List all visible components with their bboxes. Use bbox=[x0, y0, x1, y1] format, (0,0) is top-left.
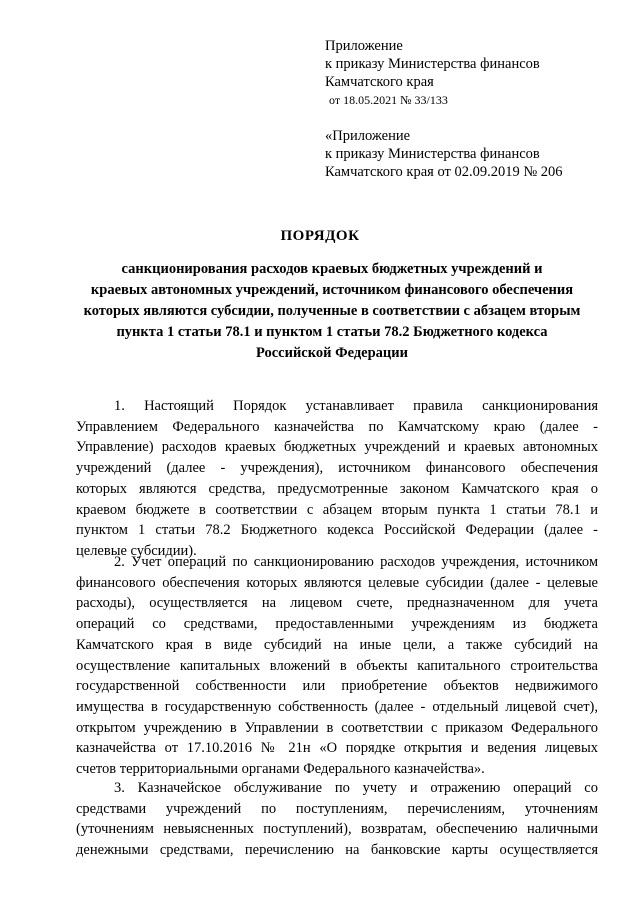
paragraph-line: счетов территориальными органами Федерального казначейства». bbox=[76, 761, 485, 778]
paragraph-line: 2. Учет операций по санкционированию расходов учреждения, источником bbox=[114, 554, 598, 570]
paragraph-line: операций со средствами, предоставленными учреждениям из бюджета bbox=[76, 616, 598, 633]
paragraph-2 bbox=[76, 552, 598, 780]
appendix-line: к приказу Министерства финансов bbox=[325, 56, 540, 72]
paragraph-1 bbox=[76, 396, 598, 562]
paragraph-line: Управлением Федерального казначейства по Камчатскому краю (далее - bbox=[76, 418, 598, 435]
appendix-line: «Приложение bbox=[325, 128, 411, 144]
subtitle-line: краевых автономных учреждений, источником финансового обеспечения bbox=[90, 282, 574, 298]
paragraph-3 bbox=[76, 778, 598, 861]
paragraph-line: осуществление капитальных вложений в объекты капитального строительства bbox=[76, 657, 598, 674]
subtitle-line: санкционирования расходов краевых бюджетных учреждений и bbox=[121, 261, 543, 277]
appendix-header-previous bbox=[325, 127, 563, 181]
paragraph-line: казначейства от 17.10.2016 № 21н «О порядке открытия и ведения лицевых bbox=[76, 740, 598, 757]
paragraph-line: 1. Настоящий Порядок устанавливает правила санкционирования bbox=[114, 398, 598, 414]
appendix-line: Камчатского края bbox=[325, 74, 434, 90]
paragraph-line: средствами учреждений по поступлениям, перечислениям, уточнениям bbox=[76, 800, 598, 817]
document-subtitle bbox=[62, 259, 602, 364]
paragraph-line: пунктом 1 статьи 78.2 Бюджетного кодекса Российской Федерации (далее - bbox=[76, 522, 598, 539]
subtitle-line: Российской Федерации bbox=[255, 345, 408, 361]
paragraph-line: которых являются средства, предусмотренные законом Камчатского края о bbox=[76, 480, 598, 497]
paragraph-line: денежными средствами, перечислению на банковские карты осуществляется bbox=[76, 842, 598, 859]
paragraph-line: расходы), осуществляется на лицевом счете, предназначенном для учета bbox=[76, 595, 598, 612]
paragraph-line: финансового обеспечения которых являются целевые субсидии (далее - целевые bbox=[76, 574, 598, 591]
paragraph-line: открытом учреждению в Управлении в соответствии с приказом Федерального bbox=[76, 719, 598, 736]
paragraph-line: Камчатского края в виде субсидий на иные цели, а также субсидий на bbox=[76, 636, 598, 653]
appendix-line: к приказу Министерства финансов bbox=[325, 146, 540, 162]
paragraph-line: целевые субсидии). bbox=[76, 542, 197, 559]
appendix-line: Приложение bbox=[325, 38, 403, 54]
appendix-line: Камчатского края от 02.09.2019 № 206 bbox=[325, 164, 563, 180]
paragraph-line: Управление) расходов краевых бюджетных учреждений и краевых автономных bbox=[76, 439, 598, 456]
paragraph-line: государственной собственности или приобретение объектов недвижимого bbox=[76, 678, 598, 695]
appendix-header-current bbox=[325, 37, 540, 109]
document-title: ПОРЯДОК bbox=[280, 228, 360, 244]
paragraph-line: учреждений (далее - учреждения), источником финансового обеспечения bbox=[76, 460, 598, 477]
paragraph-line: (уточнениям невыясненных поступлений), возвратам, обеспечению наличными bbox=[76, 821, 598, 838]
appendix-date-number: от 18.05.2021 № 33/133 bbox=[329, 93, 448, 107]
paragraph-line: краевом бюджете в соответствии с абзацем вторым пункта 1 статьи 78.1 и bbox=[76, 501, 598, 518]
subtitle-line: пункта 1 статьи 78.1 и пунктом 1 статьи 78.2 Бюджетного кодекса bbox=[116, 324, 548, 340]
paragraph-line: имущества в государственную собственность (далее - отдельный лицевой счет), bbox=[76, 698, 598, 715]
subtitle-line: которых являются субсидии, полученные в соответствии с абзацем вторым bbox=[83, 303, 581, 319]
paragraph-line: 3. Казначейское обслуживание по учету и отражению операций со bbox=[114, 780, 598, 796]
